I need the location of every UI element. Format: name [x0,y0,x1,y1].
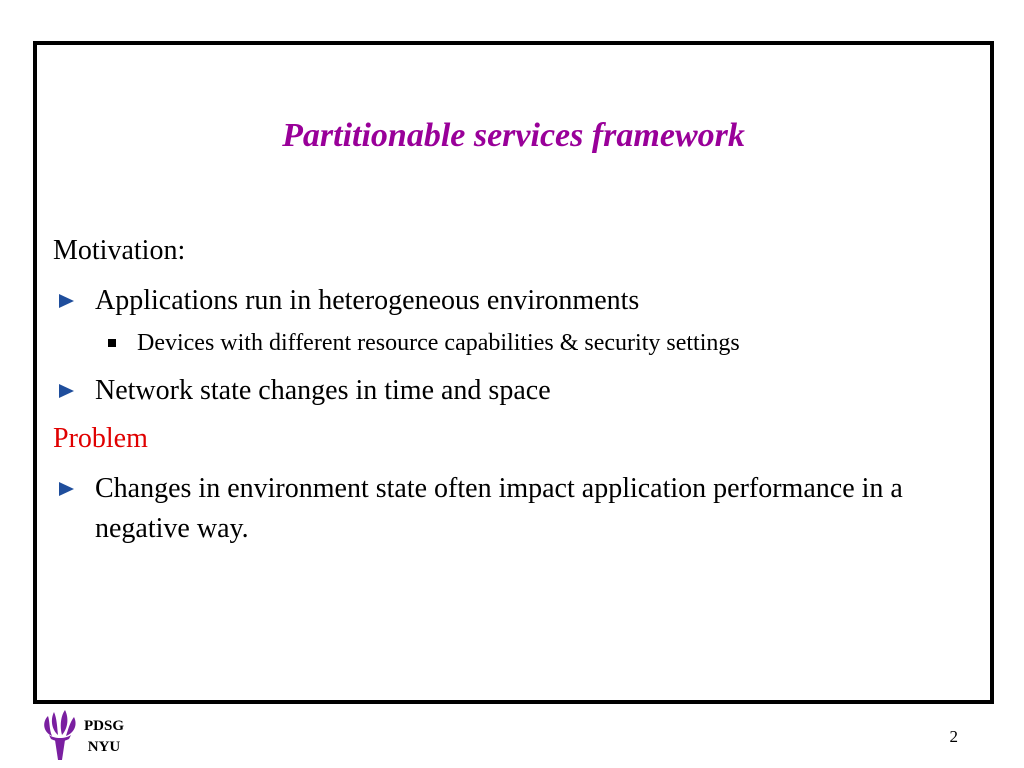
bullet-item [53,371,973,411]
bullet-text: Applications run in heterogeneous environments [95,285,640,316]
slide-content [53,233,973,559]
logo-line: NYU [87,739,121,755]
slide-frame [33,41,994,704]
motivation-heading: Motivation: [53,235,186,266]
slide-title: Partitionable services framework [282,117,745,154]
torch-icon [40,708,80,762]
bullet-text: Changes in environment state often impact application performance in a negative way. [95,473,903,544]
sub-bullet-item [53,327,973,359]
logo-line: PDSG [84,718,125,734]
logo-text [84,716,124,758]
bullet-text: Network state changes in time and space [95,375,551,406]
square-bullet-icon [108,339,116,347]
bullet-arrow-icon [59,294,74,308]
bullet-arrow-icon [59,384,74,398]
bullet-item [53,469,973,549]
bullet-item [53,281,973,321]
page-number: 2 [949,727,958,746]
problem-heading: Problem [53,423,148,454]
bullet-arrow-icon [59,482,74,496]
sub-bullet-text: Devices with different resource capabilities & security settings [137,330,740,356]
